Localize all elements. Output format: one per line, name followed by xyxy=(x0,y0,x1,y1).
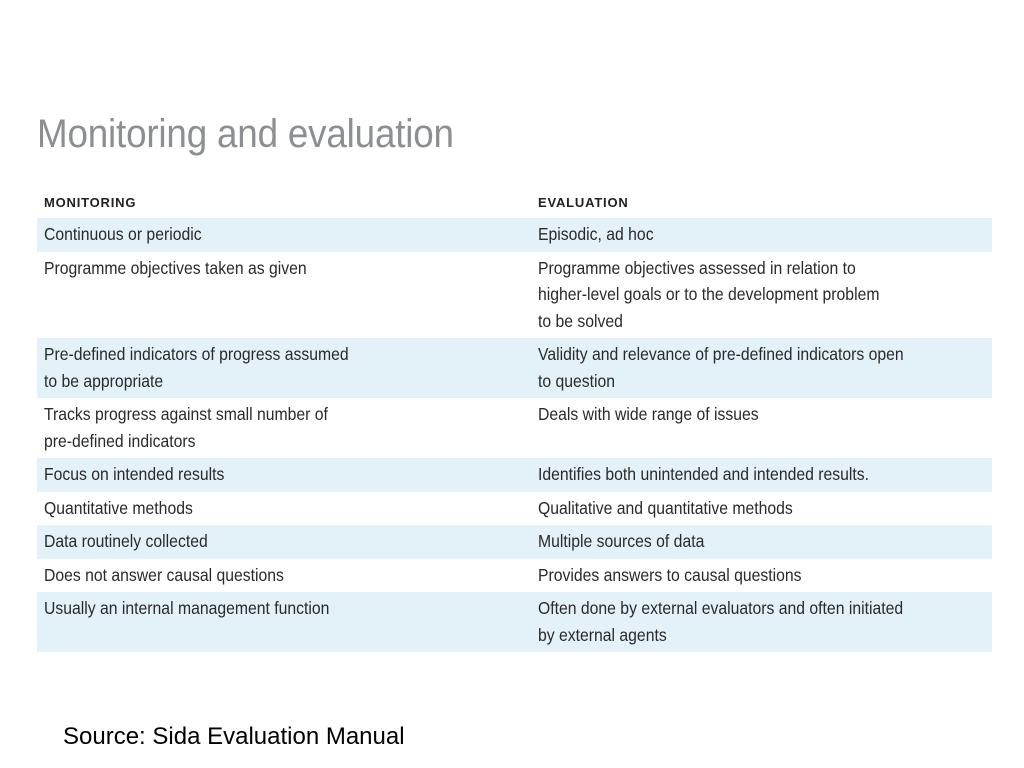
monitoring-cell: Does not answer causal questions xyxy=(37,559,531,593)
evaluation-cell: Multiple sources of data xyxy=(531,525,992,559)
table-row xyxy=(37,458,992,492)
evaluation-cell: Identifies both unintended and intended results. xyxy=(531,458,992,492)
comparison-table-container xyxy=(37,190,992,652)
table-row xyxy=(37,492,992,526)
table-header-row xyxy=(37,190,992,218)
table-row xyxy=(37,218,992,252)
evaluation-cell: Programme objectives assessed in relation to higher-level goals or to the development problem to be solved xyxy=(531,252,992,339)
table-row xyxy=(37,525,992,559)
evaluation-cell: Provides answers to causal questions xyxy=(531,559,992,593)
comparison-table xyxy=(37,190,992,652)
monitoring-cell: Data routinely collected xyxy=(37,525,531,559)
monitoring-cell: Usually an internal management function xyxy=(37,592,531,652)
table-row xyxy=(37,592,992,652)
table-row xyxy=(37,398,992,458)
monitoring-cell: Continuous or periodic xyxy=(37,218,531,252)
evaluation-cell: Often done by external evaluators and often initiated by external agents xyxy=(531,592,992,652)
evaluation-cell: Validity and relevance of pre-defined indicators open to question xyxy=(531,338,992,398)
table-row xyxy=(37,559,992,593)
monitoring-cell: Focus on intended results xyxy=(37,458,531,492)
monitoring-cell: Tracks progress against small number of pre-defined indicators xyxy=(37,398,531,458)
monitoring-cell: Pre-defined indicators of progress assumed to be appropriate xyxy=(37,338,531,398)
evaluation-cell: Qualitative and quantitative methods xyxy=(531,492,992,526)
evaluation-cell: Episodic, ad hoc xyxy=(531,218,992,252)
evaluation-cell: Deals with wide range of issues xyxy=(531,398,992,458)
monitoring-cell: Quantitative methods xyxy=(37,492,531,526)
page-title: Monitoring and evaluation xyxy=(37,112,454,156)
source-citation: Source: Sida Evaluation Manual xyxy=(63,723,405,750)
table-row xyxy=(37,338,992,398)
header-evaluation: EVALUATION xyxy=(538,195,629,210)
monitoring-cell: Programme objectives taken as given xyxy=(37,252,531,339)
table-row xyxy=(37,252,992,339)
header-monitoring: MONITORING xyxy=(44,195,137,210)
